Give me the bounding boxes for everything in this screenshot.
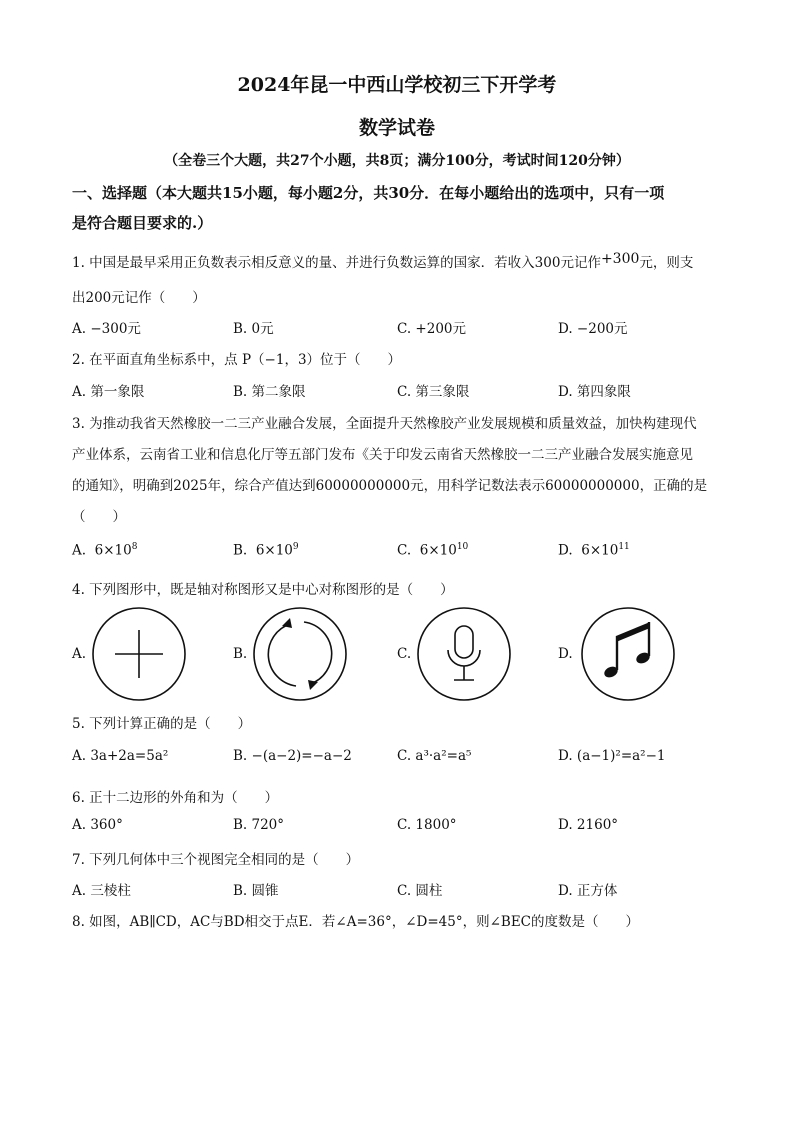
- q4-label-a: A.: [72, 646, 87, 662]
- option-exponent: 8: [131, 542, 138, 552]
- question-1-line1: [72, 251, 693, 271]
- option-label: D.: [558, 542, 573, 559]
- option-label: C.: [397, 542, 412, 559]
- question-1-text-post: 元，则支: [639, 255, 694, 271]
- question-6: 6. 正十二边形的外角和为（ ）: [72, 790, 279, 806]
- music-note-icon[interactable]: [580, 606, 676, 702]
- question-3-line4: （ ）: [72, 509, 126, 525]
- question-8: 8. 如图，AB∥CD，AC与BD相交于点E．若∠A=36°，∠D=45°，则∠BEC的度数是（ ）: [72, 914, 639, 930]
- question-4: 4. 下列图形中，既是轴对称图形又是中心对称图形的是（ ）: [72, 582, 454, 598]
- q3-option-c[interactable]: [397, 542, 468, 559]
- q2-option-d[interactable]: D. 第四象限: [558, 384, 631, 400]
- q4-label-d: D.: [558, 646, 573, 662]
- q4-label-c: C.: [397, 646, 412, 662]
- option-label: B.: [233, 542, 248, 559]
- q5-option-c[interactable]: C. a³·a²=a⁵: [397, 748, 472, 764]
- question-1-line2: 出200元记作（ ）: [72, 290, 206, 306]
- q7-option-b[interactable]: B. 圆锥: [233, 883, 279, 899]
- q6-option-d[interactable]: D. 2160°: [558, 817, 619, 833]
- question-3-line2: 产业体系，云南省工业和信息化厅等五部门发布《关于印发云南省天然橡胶一二三产业融合发展实施意见: [72, 447, 693, 463]
- option-base: 6×10: [255, 542, 293, 559]
- q3-option-b[interactable]: [233, 542, 299, 559]
- q2-option-c[interactable]: C. 第三象限: [397, 384, 470, 400]
- option-exponent: 9: [292, 542, 299, 552]
- q4-label-b: B.: [233, 646, 248, 662]
- q6-option-a[interactable]: A. 360°: [72, 817, 123, 833]
- q5-option-a[interactable]: A. 3a+2a=5a²: [72, 748, 169, 764]
- microphone-icon[interactable]: [416, 606, 512, 702]
- q3-option-d[interactable]: [558, 542, 630, 559]
- q7-option-d[interactable]: D. 正方体: [558, 883, 618, 899]
- q1-option-b[interactable]: B. 0元: [233, 321, 274, 337]
- option-base: 6×10: [94, 542, 132, 559]
- question-1-text-pre: 1. 中国是最早采用正负数表示相反意义的量、并进行负数运算的国家．若收入300元记作: [72, 255, 601, 271]
- question-2: 2. 在平面直角坐标系中，点 P（−1，3）位于（ ）: [72, 352, 402, 368]
- section-heading-line2: 是符合题目要求的.）: [72, 214, 213, 232]
- circular-arrows-icon[interactable]: [252, 606, 348, 702]
- q2-option-a[interactable]: A. 第一象限: [72, 384, 145, 400]
- option-base: 6×10: [581, 542, 619, 559]
- question-3-line1: 3. 为推动我省天然橡胶一二三产业融合发展，全面提升天然橡胶产业发展规模和质量效益，加快构建现代: [72, 416, 697, 432]
- question-1-value: +300: [600, 251, 640, 267]
- option-exponent: 10: [456, 542, 469, 552]
- option-exponent: 11: [618, 542, 630, 552]
- q6-option-b[interactable]: B. 720°: [233, 817, 285, 833]
- q1-option-a[interactable]: A. −300元: [72, 321, 141, 337]
- option-label: A.: [72, 542, 87, 559]
- q5-option-d[interactable]: D. (a−1)²=a²−1: [558, 748, 666, 764]
- q6-option-c[interactable]: C. 1800°: [397, 817, 457, 833]
- cross-figure-icon[interactable]: [91, 606, 187, 702]
- q1-option-c[interactable]: C. +200元: [397, 321, 467, 337]
- section-heading-line1: 一、选择题（本大题共15小题，每小题2分，共30分．在每小题给出的选项中，只有一项: [72, 184, 665, 202]
- q7-option-c[interactable]: C. 圆柱: [397, 883, 443, 899]
- q5-option-b[interactable]: B. −(a−2)=−a−2: [233, 748, 352, 764]
- q2-option-b[interactable]: B. 第二象限: [233, 384, 306, 400]
- exam-note: （全卷三个大题，共27个小题，共8页；满分100分，考试时间120分钟）: [164, 153, 630, 169]
- option-base: 6×10: [419, 542, 457, 559]
- q3-option-a[interactable]: [72, 542, 137, 559]
- page-title: 2024年昆一中西山学校初三下开学考: [237, 74, 557, 96]
- question-7: 7. 下列几何体中三个视图完全相同的是（ ）: [72, 852, 360, 868]
- question-5: 5. 下列计算正确的是（ ）: [72, 716, 252, 732]
- q1-option-d[interactable]: D. −200元: [558, 321, 628, 337]
- question-3-line3: 的通知》，明确到2025年，综合产值达到60000000000元，用科学记数法表示60000000000，正确的是: [72, 478, 708, 494]
- q7-option-a[interactable]: A. 三棱柱: [72, 883, 131, 899]
- page-subtitle: 数学试卷: [358, 117, 435, 139]
